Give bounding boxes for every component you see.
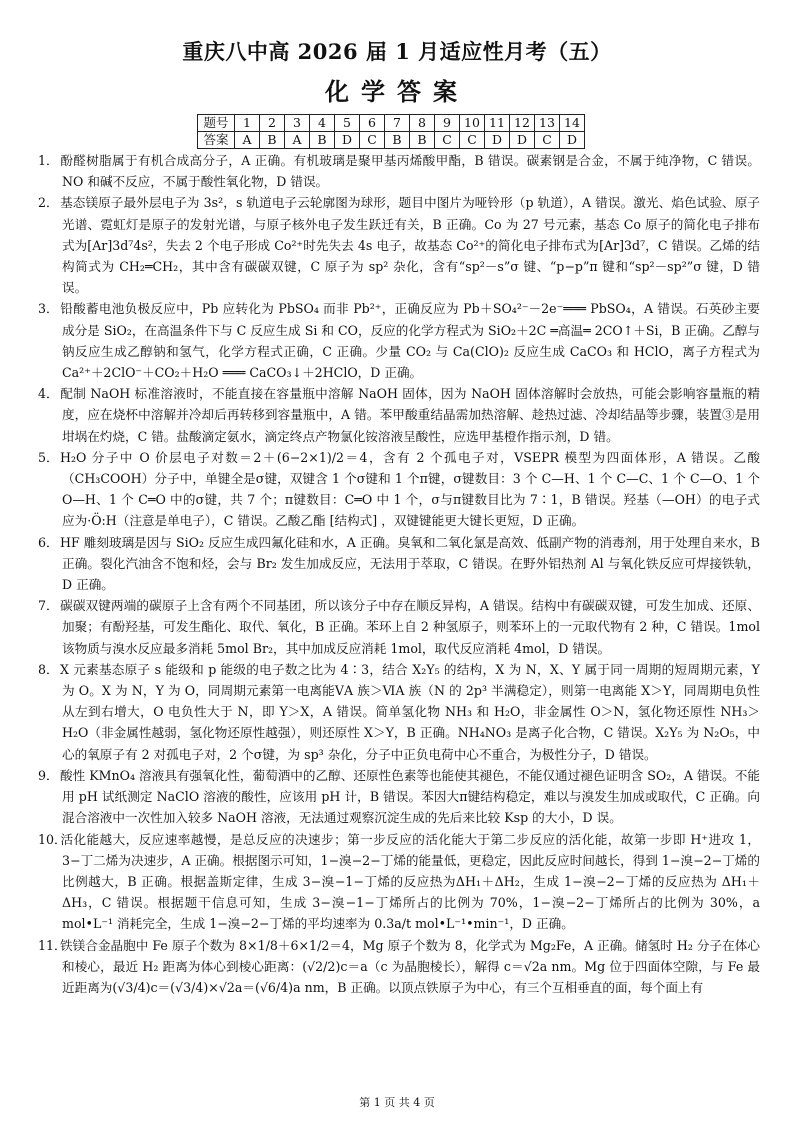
item-text: HF 雕刻玻璃是因与 SiO₂ 反应生成四氟化硅和水，A 正确。臭氧和二氧化氯是高效、低副产物的消毒剂，用于处理自来水，B 正确。裂化汽油含不饱和烃，会与 Br₂ 发生加成反应，无法用于萃取，C 错误。在野外铝热剂 Al 与氧化铁反应可焊接铁轨，D 正确。: [60, 534, 760, 593]
explanation-item: [38, 659, 760, 765]
explanation-item: [38, 595, 760, 659]
explanation-item: [38, 935, 760, 999]
item-number: 2．: [38, 195, 59, 211]
answer-cell: C: [460, 132, 485, 149]
item-text: 活化能越大，反应速率越慢，是总反应的决速步；第一步反应的活化能大于第二步反应的活化能，故第一步即 H⁺进攻 1，3−丁二烯为决速步，A 正确。根据图示可知，1−溴−2−丁烯的能量低，更稳定，因此反应时间越长，得到 1−溴−2−丁烯的比例越大，B 正确。根据盖斯定律，生成 3−溴−1−丁烯的反应热为ΔH₁＋ΔH₂，生成 1−溴−2−丁烯的反应热为 ΔH₁＋ΔH₃，C 错误。根据题干信息可知，生成 3−溴−1−丁烯所占的比例为 70%，1−溴−2−丁烯所占的比例为 30%，a mol•L⁻¹ 消耗完全，生成 1−溴−2−丁烯的平均速率为 0.3a/t mol•L⁻¹•min⁻¹，D 正确。: [60, 831, 760, 932]
explanation-item: [38, 532, 760, 596]
question-number: 14: [560, 115, 585, 132]
item-number: 3．: [38, 301, 59, 317]
answer-cell: D: [560, 132, 585, 149]
explanation-list: [38, 150, 760, 998]
page-footer: 第 1 页 共 4 页: [359, 1096, 435, 1109]
question-number: 2: [260, 115, 285, 132]
item-number: 5．: [38, 449, 59, 465]
answer-table-row2-label: 答案: [198, 132, 235, 149]
item-text: X 元素基态原子 s 能级和 p 能级的电子数之比为 4∶3，结合 X₂Y₅ 的结构，X 为 N，X、Y 属于同一周期的短周期元素，Y 为 O。X 为 N，Y 为 O，同周期元素第一电离能ⅤA 族＞ⅥA 族（N 的 2p³ 半满稳定），则第一电离能 X＞Y，同周期电负性从左到右增大，O 电负性大于 N，即 Y＞X，A 错误。简单氢化物 NH₃ 和 H₂O，非金属性 O＞N，氢化物还原性 NH₃＞H₂O（非金属性越弱，氢化物还原性越强），则还原性 X＞Y，B 正确。NH₄NO₃ 是离子化合物，C 错误。X₂Y₅ 为 N₂O₅，中心的氧原子有 2 对孤电子对，2 个σ键，为 sp³ 杂化，分子中正负电荷中心不重合，为极性分子，D 错误。: [60, 661, 760, 762]
item-text: 铅酸蓄电池负极反应中，Pb 应转化为 PbSO₄ 而非 Pb²⁺，正确反应为 Pb＋SO₄²⁻－2e⁻═══ PbSO₄，A 错误。石英砂主要成分是 SiO₂，在高温条件下与 C 反应生成 Si 和 CO，反应的化学方程式为 SiO₂＋2C ═高温═ 2CO↑＋Si，B 正确。乙醇与钠反应生成乙醇钠和氢气，化学方程式正确，C 正确。少量 CO₂ 与 Ca(ClO)₂ 反应生成 CaCO₃ 和 HClO，离子方程式为 Ca²⁺＋2ClO⁻＋CO₂＋H₂O ═══ CaCO₃↓＋2HClO，D 正确。: [60, 301, 760, 381]
item-number: 10．: [38, 831, 67, 847]
item-text: H₂O 分子中 O 价层电子对数＝2＋(6−2×1)/2＝4，含有 2 个孤电子对，VSEPR 模型为四面体形，A 错误。乙酸（CH₃COOH）分子中，单键全是σ键，双键含 1 个σ键和 1 个π键，σ键数目：3 个 C—H、1 个 C—C、1 个 C—O、1 个 O—H、1 个 C═O 中的σ键，共 7 个；π键数目：C═O 中 1 个，σ与π键数目比为 7∶1，B 错误。羟基（—OH）的电子式应为·Ö:H（注意是单电子），C 错误。乙酸乙酯 [结构式] ，双键键能更大键长更短，D 正确。: [60, 449, 760, 529]
question-number: 5: [335, 115, 360, 132]
question-number: 13: [535, 115, 560, 132]
item-text: 铁镁合金晶胞中 Fe 原子个数为 8×1/8＋6×1/2＝4，Mg 原子个数为 8，化学式为 Mg₂Fe，A 正确。储氢时 H₂ 分子在体心和棱心，最近 H₂ 距离为体心到棱心距离：(√2/2)c＝a（c 为晶胞棱长），解得 c＝√2a nm。Mg 位于四面体空隙，与 Fe 最近距离为(√3/4)c＝(√3/4)×√2a＝(√6/4)a nm，B 正确。以顶点铁原子为中心，有三个互相垂直的面，每个面上有: [60, 937, 760, 995]
item-number: 1．: [38, 153, 59, 168]
question-number: 4: [310, 115, 335, 132]
question-number: 1: [235, 115, 260, 132]
answer-table: [197, 114, 585, 149]
answer-cell: D: [485, 132, 510, 149]
item-text: 酸性 KMnO₄ 溶液具有强氧化性，葡萄酒中的乙醇、还原性色素等也能使其褪色，不能仅通过褪色证明含 SO₂，A 错误。不能用 pH 试纸测定 NaClO 溶液的酸性，应该用 pH 计，B 错误。苯因大π键结构稳定，难以与溴发生加成或取代，C 正确。向混合溶液中一次性加入较多 NaOH 溶液，无法通过观察沉淀生成的先后来比较 Ksp 的大小，D 误。: [60, 767, 760, 826]
explanation-item: [38, 765, 760, 829]
page-subtitle: 化学答案: [325, 77, 469, 106]
question-number: 3: [285, 115, 310, 132]
answer-table-row1-label: 题号: [198, 115, 235, 132]
page-title: 重庆八中高 2026 届 1 月适应性月考（五）: [182, 39, 612, 64]
question-number: 12: [510, 115, 535, 132]
item-number: 7．: [38, 598, 59, 614]
answer-cell: B: [385, 132, 410, 149]
answer-table-answer-row: [198, 132, 585, 149]
answer-cell: C: [435, 132, 460, 149]
explanation-item: [38, 829, 760, 935]
answer-cell: D: [335, 132, 360, 149]
item-text: 碳碳双键两端的碳原子上含有两个不同基团，所以该分子中存在顺反异构，A 错误。结构中有碳碳双键，可发生加成、还原、加聚；有酚羟基，可发生酯化、取代、氧化，B 正确。苯环上自 2 种氢原子，则苯环上的一元取代物有 2 种，C 错误。1mol 该物质与溴水反应最多消耗 5mol Br₂，其中加成反应消耗 1mol，取代反应消耗 4mol，D 错误。: [60, 598, 760, 656]
item-text: 配制 NaOH 标准溶液时，不能直接在容量瓶中溶解 NaOH 固体，因为 NaOH 固体溶解时会放热，可能会影响容量瓶的精度，应在烧杯中溶解并冷却后再转移到容量瓶中，A 错。苯甲酸重结晶需加热溶解、趁热过滤、冷却结晶等步骤，装置③是用坩埚在灼烧，C 错。盐酸滴定氨水，滴定终点产物氯化铵溶液呈酸性，应选甲基橙作指示剂，D 错。: [60, 386, 760, 444]
item-number: 6．: [38, 534, 59, 550]
question-number: 8: [410, 115, 435, 132]
item-text: 基态镁原子最外层电子为 3s²，s 轨道电子云轮廓图为球形，题目中图片为哑铃形（p 轨道），A 错误。激光、焰色试验、原子光谱、霓虹灯是原子的发射光谱，与原子核外电子发生跃迁有关，B 正确。Co 为 27 号元素，基态 Co 原子的简化电子排布式为[Ar]3d⁷4s²，失去 2 个电子形成 Co²⁺时先失去 4s 电子，故基态 Co²⁺的简化电子排布式为[Ar]3d⁷，C 错误。乙烯的结构简式为 CH₂═CH₂，其中含有碳碳双键，C 原子为 sp² 杂化，含有“sp²－s”σ 键、“p−p”π 键和“sp²－sp²”σ 键，D 错误。: [60, 195, 760, 296]
answer-cell: B: [260, 132, 285, 149]
question-number: 6: [360, 115, 385, 132]
answer-cell: B: [310, 132, 335, 149]
answer-cell: B: [410, 132, 435, 149]
answer-cell: C: [535, 132, 560, 149]
answer-cell: A: [235, 132, 260, 149]
explanation-item: [38, 383, 760, 447]
answer-cell: A: [285, 132, 310, 149]
answer-cell: C: [360, 132, 385, 149]
item-number: 11．: [38, 937, 67, 953]
explanation-item: [38, 150, 760, 192]
explanation-item: [38, 447, 760, 532]
answer-table-number-row: [198, 115, 585, 132]
explanation-item: [38, 298, 760, 383]
item-number: 4．: [38, 386, 59, 402]
question-number: 9: [435, 115, 460, 132]
question-number: 10: [460, 115, 485, 132]
explanation-item: [38, 192, 760, 298]
answer-cell: D: [510, 132, 535, 149]
question-number: 11: [485, 115, 510, 132]
question-number: 7: [385, 115, 410, 132]
item-text: 酚醛树脂属于有机合成高分子，A 正确。有机玻璃是聚甲基丙烯酸甲酯，B 错误。碳素钢是合金，不属于纯净物，C 错误。NO 和碱不反应，不属于酸性氧化物，D 错误。: [60, 153, 760, 190]
item-number: 9．: [38, 767, 59, 783]
item-number: 8．: [38, 661, 59, 677]
